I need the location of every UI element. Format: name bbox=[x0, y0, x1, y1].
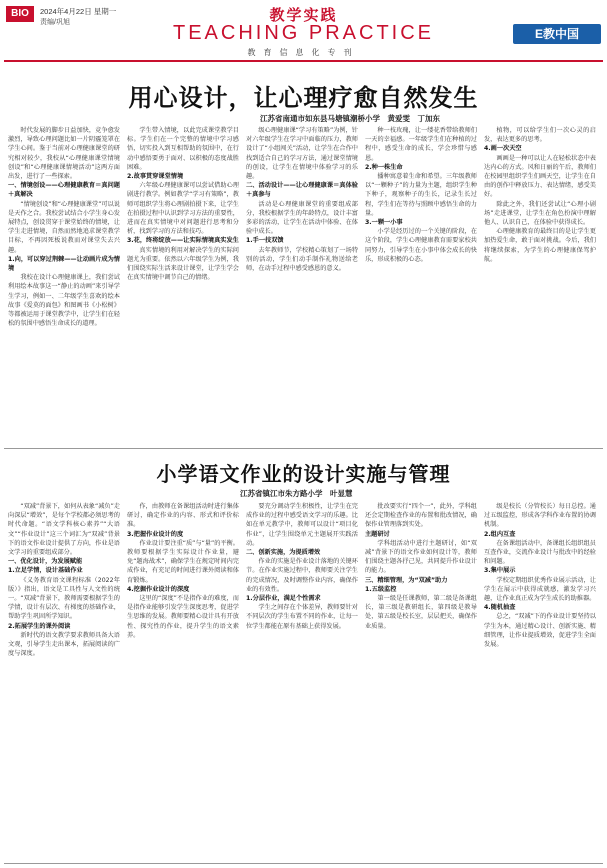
section-heading: 3.集中展示 bbox=[484, 567, 516, 575]
section-heading: 2.故事贯穿课堂情境 bbox=[127, 173, 184, 181]
section-heading: 2.组内互查 bbox=[484, 530, 516, 538]
masthead-rule bbox=[4, 60, 603, 62]
article1-byline: 江苏省南通市如东县马塘镇潮桥小学 黄爱雯 丁加东 bbox=[260, 114, 440, 123]
section-heading: 一、情境创设——心理健康教育＝真问题＋真解决 bbox=[8, 182, 120, 199]
article-column bbox=[484, 502, 596, 860]
section-heading: 1.分层作业，满足个性需求 bbox=[246, 595, 321, 603]
body-paragraph: 小学是经历过的一个关键的阶段，在这个阶段，学生心理健康教育需要家校共同努力，引导学生在小事中体会成长的快乐，形成积极的心态。 bbox=[365, 228, 477, 263]
body-paragraph: 这里的“深度”不是指作业的难度，而是指作业能够引发学生深度思考，促进学生思维的发展。教师要精心设计具有开放性、探究性的作业，提升学生的语文素养。 bbox=[127, 595, 239, 639]
body-paragraph: 第一级是任课教师，第二级是备课组长，第三级是教研组长，第四级是教导处，第五级是校长室，层层把关，确保作业质量。 bbox=[365, 595, 477, 630]
body-paragraph: 六年级心理健康课可以尝试借助心理剧进行教学。例如教学“学习有策略”，教师可组织学生将心理剧拍摄下来，让学生在拍摄过程中认识到学习方法的重要性，进而在真实情境中对问题进行思考和分析，找到学习的方法和技巧。 bbox=[127, 182, 239, 236]
section-heading: 3.一颗一小事 bbox=[365, 219, 403, 227]
section-heading: 4.随机抽查 bbox=[484, 604, 516, 612]
article-column bbox=[246, 502, 358, 860]
body-paragraph: 批改要实行“四个一”，此外，学科组还会定期检查作业的布置和批改情况，确保作业管理落到实处。 bbox=[365, 503, 477, 529]
body-paragraph: 我校在设计心理健康课上，我们尝试利用绘本故事这一“静止的动画”来引导学生学习，例如一、二年级学生喜欢的绘本故事《爱莫的面包》和图画书《小松树》等都被运用于课堂教学中，让学生们在轻松的氛围中感悟生命成长的道理。 bbox=[8, 274, 120, 328]
section-heading: 3.把握作业设计的度 bbox=[127, 530, 184, 538]
body-paragraph: 作，由教师在备课组活动时进行集体研讨，确定作业的内容、形式和评价标准。 bbox=[127, 503, 239, 529]
section-heading: 4.画一次天空 bbox=[484, 145, 522, 153]
body-paragraph: 总之，“双减”下的作业设计要坚持以学生为本，通过精心设计、创新实施、精细管理，让作业提质增效，促进学生全面发展。 bbox=[484, 613, 596, 649]
article-column bbox=[365, 502, 477, 860]
section-title-en: TEACHING PRACTICE bbox=[172, 22, 435, 44]
body-paragraph: 学生带入情境，以此完成课堂教学目标。学生们在一个完整的情境中学习感悟，切实投入到互相帮助的氛围中，在行动中感悟要勇于面对、以积极的态度战胜困难。 bbox=[127, 127, 239, 171]
section-heading: 2.拓展学生的课外阅读 bbox=[8, 622, 71, 630]
issue-date: 2024年4月22日 星期一 bbox=[40, 7, 117, 16]
section-heading: 一、优化设计，为发展赋能 bbox=[8, 558, 83, 566]
body-paragraph: 学生之间存在个体差异，教师要针对不同层次的学生布置不同的作业，让每一位学生都能在原有基础上获得发展。 bbox=[246, 604, 358, 630]
body-paragraph: 作业设计要注重“质”与“量”的平衡。教师要根据学生实际设计作业量，避免“题海战术”，确保学生在规定时间内完成作业，有充足的时间进行课外阅读和体育锻炼。 bbox=[127, 539, 239, 584]
section-heading: 1.五级监控 bbox=[365, 585, 397, 593]
brand-logo: E教中国 bbox=[513, 24, 601, 44]
article-column bbox=[8, 126, 120, 442]
section-heading: 4.挖掘作业设计的深度 bbox=[127, 585, 190, 593]
article1-title: 用心设计，让心理疗愈自然发生 bbox=[128, 83, 479, 112]
body-paragraph: 级心理健康课“学习有策略”为例，针对六年级学生在学习中面临的压力，教师设计了“小组闯关”活动，让学生在合作中找到适合自己的学习方法，通过课堂情境的创设，让学生在情境中体验学习的乐趣。 bbox=[246, 127, 358, 181]
page-bottom-rule bbox=[4, 863, 603, 864]
page-code-badge: BIO bbox=[6, 6, 34, 22]
article2-byline: 江苏省镇江市朱方路小学 叶显慧 bbox=[240, 489, 353, 498]
body-paragraph: “双减”背景下，如何从表象“减负”走向深层“增效”，是每个学校都必须思考的时代命题。“语文学科核心素养”“大语文”“作业设计”这三个词汇为“双减”背景下的语文作业设计提供了方向，作业是语文学习的重要组成部分。 bbox=[8, 503, 120, 557]
section-heading: 1.立足学情，设计基础作业 bbox=[8, 567, 83, 575]
article-column bbox=[484, 126, 596, 442]
section-subtitle: 教育信息化专刊 bbox=[247, 48, 360, 57]
body-paragraph: 植物，可以给学生们一次心灵的启发，表达更多的思考。 bbox=[484, 127, 596, 144]
body-paragraph: 学校定期组织优秀作业展示活动，让学生在展示中获得成就感，激发学习兴趣，让作业真正成为学生成长的助推器。 bbox=[484, 576, 596, 603]
body-paragraph: 活动是心理健康课堂的重要组成部分，我校根据学生的年龄特点，设计丰富多彩的活动，让学生在活动中体验、在体验中成长。 bbox=[246, 200, 358, 236]
body-paragraph: 时代发展的脚步日益加快，竞争愈发激烈，导致心理问题比如一片阴霾笼罩在学生心间。鉴于当前对心理健康课堂的研究相对较少，我校从“心理健康课堂情境创设”和“心理健康课情境活动”这两方面出发，进行了一些探索。 bbox=[8, 127, 120, 181]
body-paragraph: 除此之外，我们还尝试让“心理小剧场”走进课堂，让学生在角色扮演中理解他人、认识自己，在体验中获得成长。 bbox=[484, 200, 596, 227]
body-paragraph: 级是校长（分管校长）每日总控。通过五级监控，形成各学科作业布置的协调机制。 bbox=[484, 503, 596, 529]
body-paragraph: 在备课组活动中，备课组长组织组员互查作业，交流作业设计与批改中的经验和问题。 bbox=[484, 539, 596, 566]
section-heading: 主题研讨 bbox=[365, 530, 390, 538]
article-column bbox=[127, 502, 239, 860]
section-heading: 1.向，可以穿过荆棘——让动画片成为情境 bbox=[8, 255, 120, 273]
body-paragraph: 作业的实施是作业设计落地的关键环节。在作业实施过程中，教师要关注学生的完成情况，及时调整作业内容，确保作业的有效性。 bbox=[246, 558, 358, 593]
body-paragraph: 真实情境的利用对解决学生的实际问题尤为重要。依然以六年级学生为例，我们围绕实际生活来设计课堂，让学生学会在真实情境中调节自己的情绪。 bbox=[127, 246, 239, 282]
body-paragraph: “情境创设”和“心理健康课堂”可以说是天作之合。我校尝试结合小学生身心发展特点，创设贯穿于课堂始终的情境，让学生走进情境，自然而然地追求课堂教学目标，不再因死板说教而对课堂失去兴趣。 bbox=[8, 200, 120, 254]
section-heading: 二、活动设计——让心理健康课＝真体验＋真参与 bbox=[246, 182, 358, 199]
section-title-cn: 教学实践 bbox=[269, 6, 338, 24]
body-paragraph: 心理健康教育的最终目的是让学生更加热爱生命，敢于面对挑战。今后，我们将继续探索，为学生的心理健康保驾护航。 bbox=[484, 228, 596, 263]
article-column bbox=[365, 126, 477, 442]
masthead bbox=[0, 0, 607, 60]
article-column bbox=[8, 502, 120, 860]
section-heading: 2.种一株生命 bbox=[365, 163, 403, 171]
body-paragraph: 要充分调动学生积极性，让学生在完成作业的过程中感受语文学习的乐趣。比如在单元教学中，教师可以设计“项目化作业”，让学生围绕单元主题展开实践活动。 bbox=[246, 503, 358, 547]
issue-editor: 责编/巩旭 bbox=[40, 19, 70, 26]
section-heading: 三、精细管理，为“双减”助力 bbox=[365, 576, 448, 584]
section-heading: 3.花，终将绽放——让实际情境真实发生 bbox=[127, 237, 239, 245]
body-paragraph: 《义务教育语文课程标准（2022年版）》指出，语文是工具性与人文性的统一。“双减”背景下，教师需要根据学生的学情，设计有层次、有梯度的基础作业，帮助学生巩固所学知识。 bbox=[8, 576, 120, 621]
body-paragraph: 去年教师节，学校精心策划了一场特别的活动，学生们动手制作礼物送给老师，在动手过程中感受感恩的意义。 bbox=[246, 246, 358, 273]
article2-title: 小学语文作业的设计实施与管理 bbox=[156, 462, 451, 486]
body-paragraph: 画画是一种可以让人在轻松状态中表达内心的方式。风和日丽的午后，教师们在校园里组织学生们画天空，让学生在自由的创作中释放压力、表达情绪，感受美好。 bbox=[484, 154, 596, 199]
body-paragraph: 学科组活动中进行主题研讨，如“双减”背景下的语文作业如何设计等，教师们围绕主题各抒己见，共同提升作业设计的能力。 bbox=[365, 539, 477, 575]
section-heading: 二、创新实施，为提质增效 bbox=[246, 549, 321, 557]
article-column bbox=[246, 126, 358, 442]
article-column bbox=[127, 126, 239, 442]
body-paragraph: 播种寓意着生命和希望。三年级教师以“一颗种子”的力量为主题，组织学生种下种子，观察种子的生长，记录生长过程，学生们在等待与照顾中感悟生命的力量。 bbox=[365, 173, 477, 217]
body-paragraph: 新时代的语文教学要求教师具备大语文观，引导学生走出课本，拓展阅读的广度与深度。 bbox=[8, 631, 120, 658]
section-heading: 1.手一技双馈 bbox=[246, 237, 284, 245]
article-divider bbox=[4, 448, 603, 449]
body-paragraph: 种一枝玫瑰，让一缕花香带给教师们一天的幸福感。一年级学生们在种植的过程中，感受生命的成长，学会珍惜与感恩。 bbox=[365, 127, 477, 162]
